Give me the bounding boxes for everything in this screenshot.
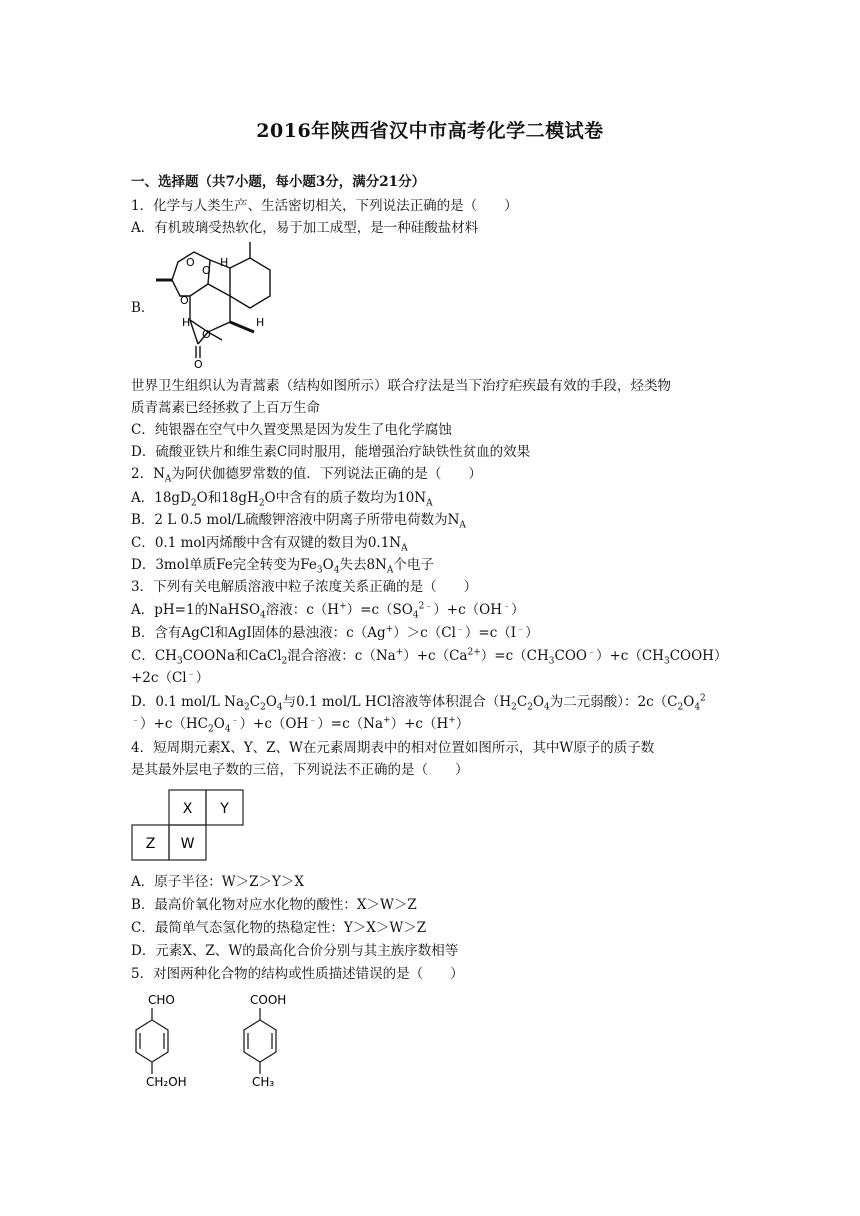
page-title: 2016年陕西省汉中市高考化学二模试卷 — [256, 120, 604, 142]
o-label-2: O — [202, 264, 211, 277]
q4-option-d: D．元素X、Z、W的最高化合价分别与其主族序数相等 — [131, 943, 459, 959]
h-label-right: H — [256, 316, 265, 329]
q3-stem: 3．下列有关电解质溶液中粒子浓度关系正确的是（ ） — [131, 579, 478, 595]
q1-option-b-text-1: 世界卫生组织认为青蒿素（结构如图所示）联合疗法是当下治疗疟疾最有效的手段，烃类物 — [131, 378, 671, 394]
q5-stem: 5．对图两种化合物的结构或性质描述错误的是（ ） — [131, 966, 464, 982]
q3-option-a: A．pH=1的NaHSO$_4$溶液：$c(H^+)=c(SO_4^{2﹣})+c(OH^﹣)$ — [131, 601, 525, 621]
q2-option-d: D．3mol单质Fe完全转变为$Fe_3O_4$失去$8N_A$个电子 — [131, 557, 434, 576]
q4-option-a: A．原子半径：W＞Z＞Y＞X — [131, 874, 305, 890]
q2-option-c: C．0.1 mol丙烯酸中含有双键的数目为$0.1N_A$ — [131, 535, 408, 554]
q3-option-d-2: $^﹣)+c(HC_2O_4^﹣)+c(OH^﹣)=c(Na^+)+c(H^+)$ — [131, 715, 470, 735]
cell-x: X — [182, 801, 193, 817]
compound-1-structure — [130, 990, 210, 1090]
q3-option-d-1: D．0.1 mol/L $Na_2C_2O_4$与0.1 mol/L HCl溶液等体积混合（$H_2C_2O_4$为二元弱酸）：$2c(C_2O_4^2$ — [131, 693, 706, 713]
q2-option-a: A．$18gD_2O$和$18gH_2O$中含有的质子数均为$10N_A$ — [131, 490, 433, 509]
q1-option-c: C．纯银器在空气中久置变黑是因为发生了电化学腐蚀 — [131, 422, 452, 438]
q2-option-b: B．2 L 0.5 mol/L硫酸钾溶液中阴离子所带电荷数为$N_A$ — [131, 512, 466, 531]
cell-z: Z — [145, 836, 156, 852]
q1-option-d: D．硫酸亚铁片和维生素C同时服用，能增强治疗缺铁性贫血的效果 — [131, 444, 531, 460]
h-label-top: H — [220, 256, 229, 269]
cell-w: W — [180, 836, 195, 852]
compound-2-structure — [238, 990, 318, 1090]
periodic-table-fragment — [131, 788, 245, 862]
q4-stem-2: 是其最外层电子数的三倍，下列说法不正确的是（ ） — [131, 762, 469, 778]
q2-stem: 2．$N_A$为阿伏伽德罗常数的值．下列说法正确的是（ ） — [131, 466, 482, 485]
q1-stem: 1．化学与人类生产、生活密切相关，下列说法正确的是（ ） — [131, 198, 518, 214]
cell-y: Y — [220, 801, 229, 817]
q1-option-b-label: B． — [131, 300, 155, 316]
q3-option-c-1: C．$CH_3COONa$和CaCl$_2$混合溶液：$c(Na^+)+c(Ca^{2+})=c(CH_3COO^﹣)+c(CH_3COOH)$ — [131, 647, 728, 667]
q1-option-b-text-2: 质青蒿素已经拯救了上百万生命 — [131, 400, 320, 416]
q3-option-b: B．含有AgCl和AgI固体的悬浊液：c（Ag+）＞c（Cl﹣）=c（I﹣） — [131, 624, 539, 641]
section-heading: 一、选择题（共7小题，每小题3分，满分21分） — [131, 174, 426, 190]
q4-option-b: B．最高价氧化物对应水化物的酸性：X＞W＞Z — [131, 897, 417, 913]
q4-option-c: C．最简单气态氢化物的热稳定性：Y＞X＞W＞Z — [131, 920, 427, 936]
artemisinin-structure — [150, 240, 280, 370]
q4-stem-1: 4．短周期元素X、Y、Z、W在元素周期表中的相对位置如图所示，其中W原子的质子数 — [131, 740, 655, 756]
o-label-5: O — [194, 358, 203, 370]
compound-1-bottom-label: CH₂OH — [146, 1075, 187, 1089]
h-label-left: H — [182, 316, 191, 329]
o-label-4: O — [202, 328, 211, 341]
compound-2-bottom-label: CH₃ — [252, 1075, 275, 1089]
compound-2-top-label: COOH — [250, 993, 287, 1007]
o-label-1: O — [186, 256, 195, 269]
compound-1-top-label: CHO — [148, 993, 175, 1007]
o-label-3: O — [180, 294, 189, 307]
q3-option-c-2: +2c（Cl﹣） — [131, 669, 210, 686]
q1-option-a: A．有机玻璃受热软化，易于加工成型，是一种硅酸盐材料 — [131, 220, 479, 236]
